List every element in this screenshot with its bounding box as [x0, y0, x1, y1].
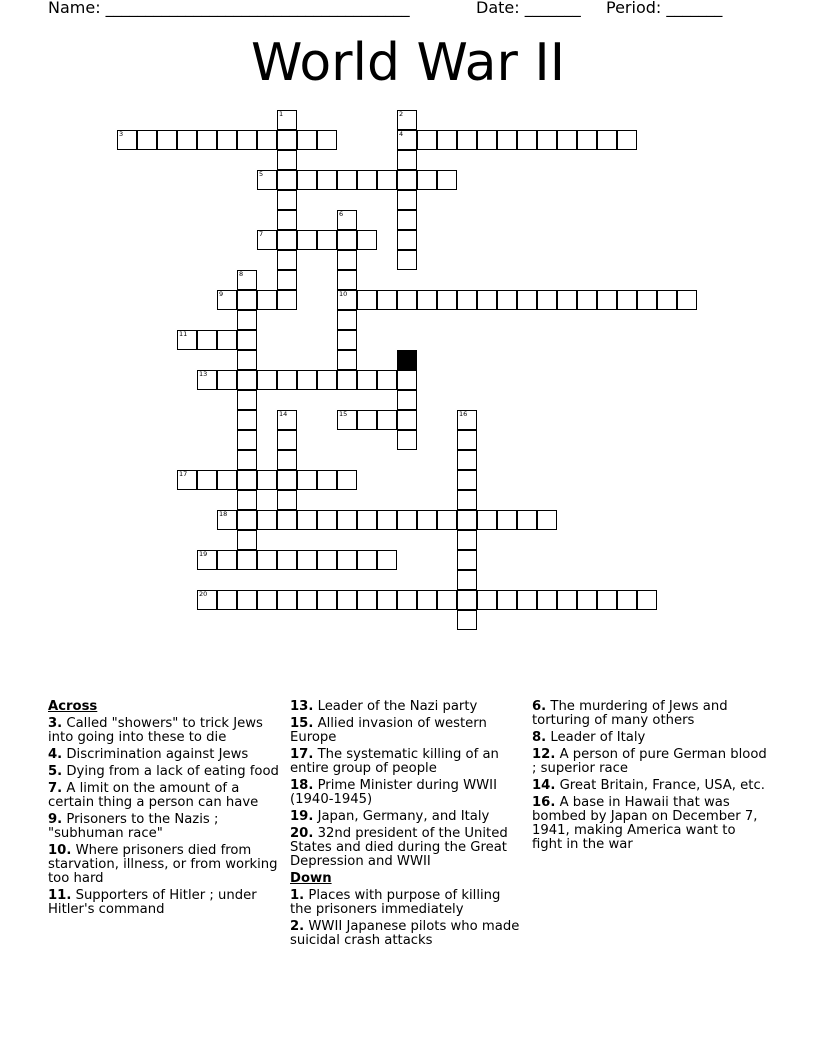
- grid-cell[interactable]: [217, 510, 237, 530]
- grid-cell[interactable]: [337, 410, 357, 430]
- grid-cell[interactable]: [577, 130, 597, 150]
- grid-cell[interactable]: [657, 290, 677, 310]
- grid-cell[interactable]: [357, 590, 377, 610]
- grid-cell[interactable]: [397, 110, 417, 130]
- grid-cell[interactable]: [637, 290, 657, 310]
- grid-cell[interactable]: [597, 130, 617, 150]
- grid-cell[interactable]: [357, 230, 377, 250]
- grid-cell[interactable]: [277, 510, 297, 530]
- grid-cell[interactable]: [477, 130, 497, 150]
- grid-cell[interactable]: [277, 150, 297, 170]
- grid-cell[interactable]: [337, 230, 357, 250]
- grid-cell[interactable]: [297, 130, 317, 150]
- grid-cell[interactable]: [237, 510, 257, 530]
- grid-cell[interactable]: [337, 370, 357, 390]
- clue-across-11: 11. Supporters of Hitler ; under Hitler's command: [48, 888, 257, 917]
- grid-cell[interactable]: [237, 490, 257, 510]
- grid-cell[interactable]: [237, 370, 257, 390]
- grid-cell[interactable]: [377, 290, 397, 310]
- across-heading: Across: [48, 699, 98, 714]
- grid-cell[interactable]: [517, 590, 537, 610]
- grid-cell[interactable]: [397, 250, 417, 270]
- grid-cell[interactable]: [557, 590, 577, 610]
- grid-cell[interactable]: [197, 550, 217, 570]
- grid-cell[interactable]: [457, 550, 477, 570]
- grid-cell[interactable]: [437, 290, 457, 310]
- grid-cell[interactable]: [277, 210, 297, 230]
- clue-column-2: [290, 700, 526, 951]
- grid-cell[interactable]: [237, 290, 257, 310]
- grid-cell[interactable]: [277, 450, 297, 470]
- grid-cell[interactable]: [277, 550, 297, 570]
- grid-cell[interactable]: [437, 170, 457, 190]
- clue-across-20: 20. 32nd president of the United States and died during the Great Depression and WWII: [290, 826, 508, 869]
- grid-cell[interactable]: [517, 510, 537, 530]
- grid-cell[interactable]: [337, 290, 357, 310]
- grid-cell[interactable]: [237, 450, 257, 470]
- grid-cell[interactable]: [457, 290, 477, 310]
- clue-across-19: 19. Japan, Germany, and Italy: [290, 809, 490, 824]
- grid-cell[interactable]: [377, 510, 397, 530]
- grid-cell[interactable]: [577, 590, 597, 610]
- grid-cell[interactable]: [497, 130, 517, 150]
- grid-cell[interactable]: [317, 370, 337, 390]
- grid-cell[interactable]: [317, 550, 337, 570]
- grid-cell[interactable]: [397, 230, 417, 250]
- grid-cell[interactable]: [317, 130, 337, 150]
- grid-cell[interactable]: [457, 590, 477, 610]
- grid-cell[interactable]: [217, 470, 237, 490]
- grid-cell[interactable]: [277, 170, 297, 190]
- grid-cell[interactable]: [337, 330, 357, 350]
- grid-cell[interactable]: [237, 530, 257, 550]
- clue-number: 2: [399, 110, 404, 118]
- grid-cell[interactable]: [257, 230, 277, 250]
- clue-down-8: 8. Leader of Italy: [532, 730, 646, 745]
- grid-cell[interactable]: [597, 590, 617, 610]
- grid-cell[interactable]: [317, 230, 337, 250]
- grid-cell[interactable]: [397, 150, 417, 170]
- grid-cell[interactable]: [297, 170, 317, 190]
- clue-number: 10: [339, 290, 348, 298]
- grid-cell[interactable]: [337, 350, 357, 370]
- clue-down-6: 6. The murdering of Jews and torturing of many others: [532, 699, 728, 728]
- grid-cell[interactable]: [497, 290, 517, 310]
- grid-cell[interactable]: [317, 170, 337, 190]
- clue-down-16: 16. A base in Hawaii that was bombed by Japan on December 7, 1941, making America want to fight in the war: [532, 795, 758, 852]
- grid-cell[interactable]: [377, 590, 397, 610]
- grid-cell[interactable]: [377, 550, 397, 570]
- grid-cell[interactable]: [477, 290, 497, 310]
- date-field[interactable]: Date: _______: [476, 0, 581, 17]
- grid-cell[interactable]: [377, 170, 397, 190]
- grid-cell[interactable]: [397, 510, 417, 530]
- grid-cell[interactable]: [237, 350, 257, 370]
- grid-cell[interactable]: [237, 330, 257, 350]
- grid-cell[interactable]: [457, 490, 477, 510]
- grid-cell[interactable]: [217, 550, 237, 570]
- grid-cell[interactable]: [297, 510, 317, 530]
- clue-number: 5: [259, 170, 264, 178]
- grid-cell[interactable]: [217, 370, 237, 390]
- clue-across-3: 3. Called "showers" to trick Jews into going into these to die: [48, 716, 263, 745]
- clue-across-13: 13. Leader of the Nazi party: [290, 699, 478, 714]
- grid-cell[interactable]: [357, 550, 377, 570]
- grid-cell[interactable]: [257, 130, 277, 150]
- grid-cell[interactable]: [357, 510, 377, 530]
- grid-cell[interactable]: [337, 270, 357, 290]
- grid-cell[interactable]: [397, 370, 417, 390]
- clue-down-14: 14. Great Britain, France, USA, etc.: [532, 778, 765, 793]
- clue-number: 15: [339, 410, 348, 418]
- grid-cell[interactable]: [277, 270, 297, 290]
- grid-cell[interactable]: [437, 510, 457, 530]
- clue-number: 9: [219, 290, 224, 298]
- grid-cell[interactable]: [357, 290, 377, 310]
- clue-number: 11: [179, 330, 188, 338]
- grid-cell[interactable]: [457, 530, 477, 550]
- grid-cell[interactable]: [337, 510, 357, 530]
- grid-cell[interactable]: [237, 270, 257, 290]
- grid-cell[interactable]: [297, 370, 317, 390]
- grid-cell[interactable]: [177, 330, 197, 350]
- clue-across-15: 15. Allied invasion of western Europe: [290, 716, 487, 745]
- clue-number: 4: [399, 130, 404, 138]
- grid-cell[interactable]: [197, 130, 217, 150]
- grid-cell[interactable]: [537, 590, 557, 610]
- grid-cell[interactable]: [577, 290, 597, 310]
- grid-cell[interactable]: [277, 470, 297, 490]
- grid-cell[interactable]: [517, 130, 537, 150]
- clue-number: 18: [219, 510, 228, 518]
- grid-cell[interactable]: [317, 470, 337, 490]
- grid-cell[interactable]: [277, 590, 297, 610]
- grid-cell[interactable]: [257, 550, 277, 570]
- grid-cell[interactable]: [457, 470, 477, 490]
- grid-cell[interactable]: [477, 510, 497, 530]
- grid-cell[interactable]: [277, 110, 297, 130]
- grid-cell[interactable]: [457, 130, 477, 150]
- grid-cell[interactable]: [297, 550, 317, 570]
- grid-cell[interactable]: [217, 290, 237, 310]
- grid-cell[interactable]: [197, 370, 217, 390]
- grid-cell[interactable]: [257, 510, 277, 530]
- grid-cell[interactable]: [537, 290, 557, 310]
- grid-cell[interactable]: [317, 590, 337, 610]
- grid-cell[interactable]: [457, 510, 477, 530]
- grid-cell[interactable]: [237, 430, 257, 450]
- grid-cell[interactable]: [417, 510, 437, 530]
- clue-across-7: 7. A limit on the amount of a certain thing a person can have: [48, 781, 259, 810]
- grid-cell[interactable]: [277, 410, 297, 430]
- grid-cell[interactable]: [237, 590, 257, 610]
- grid-cell[interactable]: [337, 590, 357, 610]
- grid-cell[interactable]: [277, 250, 297, 270]
- grid-cell[interactable]: [257, 370, 277, 390]
- grid-cell[interactable]: [357, 410, 377, 430]
- grid-cell[interactable]: [237, 470, 257, 490]
- clue-column-1: [48, 700, 284, 920]
- grid-cell[interactable]: [317, 510, 337, 530]
- grid-cell[interactable]: [617, 590, 637, 610]
- grid-cell[interactable]: [377, 410, 397, 430]
- grid-cell[interactable]: [397, 290, 417, 310]
- grid-cell[interactable]: [297, 470, 317, 490]
- grid-cell[interactable]: [277, 430, 297, 450]
- clue-number: 12: [399, 350, 408, 358]
- clue-down-2: 2. WWII Japanese pilots who made suicidal crash attacks: [290, 919, 520, 948]
- clue-across-4: 4. Discrimination against Jews: [48, 747, 249, 762]
- clue-number: 7: [259, 230, 264, 238]
- grid-cell[interactable]: [397, 130, 417, 150]
- grid-cell[interactable]: [257, 470, 277, 490]
- grid-cell[interactable]: [277, 490, 297, 510]
- clue-across-10: 10. Where prisoners died from starvation, illness, or from working too hard: [48, 843, 278, 886]
- grid-cell[interactable]: [357, 370, 377, 390]
- grid-cell[interactable]: [157, 130, 177, 150]
- grid-cell[interactable]: [417, 130, 437, 150]
- grid-cell[interactable]: [457, 610, 477, 630]
- grid-cell[interactable]: [257, 170, 277, 190]
- grid-cell[interactable]: [237, 550, 257, 570]
- grid-cell[interactable]: [437, 590, 457, 610]
- grid-cell[interactable]: [217, 330, 237, 350]
- grid-cell[interactable]: [437, 130, 457, 150]
- grid-cell[interactable]: [217, 130, 237, 150]
- grid-cell[interactable]: [397, 190, 417, 210]
- clue-number: 19: [199, 550, 208, 558]
- grid-cell[interactable]: [357, 170, 377, 190]
- grid-cell[interactable]: [277, 290, 297, 310]
- clue-number: 13: [199, 370, 208, 378]
- clue-column-3: [532, 700, 768, 855]
- clue-across-18: 18. Prime Minister during WWII (1940-1945): [290, 778, 497, 807]
- grid-cell[interactable]: [457, 430, 477, 450]
- grid-cell[interactable]: [297, 230, 317, 250]
- grid-cell[interactable]: [377, 370, 397, 390]
- grid-cell[interactable]: [197, 470, 217, 490]
- clue-number: 20: [199, 590, 208, 598]
- grid-cell[interactable]: [137, 130, 157, 150]
- name-field[interactable]: Name: ______________________________________: [48, 0, 410, 17]
- grid-cell[interactable]: [337, 550, 357, 570]
- grid-cell[interactable]: [337, 170, 357, 190]
- period-field[interactable]: Period: _______: [606, 0, 723, 17]
- clue-number: 17: [179, 470, 188, 478]
- grid-cell[interactable]: [557, 290, 577, 310]
- grid-cell[interactable]: [497, 510, 517, 530]
- clue-number: 8: [239, 270, 244, 278]
- clue-across-17: 17. The systematic killing of an entire group of people: [290, 747, 499, 776]
- grid-cell[interactable]: [297, 590, 317, 610]
- grid-cell[interactable]: [217, 590, 237, 610]
- grid-cell[interactable]: [597, 290, 617, 310]
- grid-cell[interactable]: [417, 590, 437, 610]
- clue-across-9: 9. Prisoners to the Nazis ; "subhuman race": [48, 812, 219, 841]
- grid-cell[interactable]: [417, 290, 437, 310]
- grid-cell[interactable]: [177, 130, 197, 150]
- grid-cell[interactable]: [237, 390, 257, 410]
- grid-cell[interactable]: [237, 130, 257, 150]
- grid-cell[interactable]: [237, 410, 257, 430]
- clue-number: 1: [279, 110, 284, 118]
- grid-cell[interactable]: [397, 430, 417, 450]
- page-title: World War II: [250, 33, 566, 93]
- grid-cell[interactable]: [497, 590, 517, 610]
- grid-cell[interactable]: [257, 590, 277, 610]
- grid-cell[interactable]: [517, 290, 537, 310]
- clue-down-1: 1. Places with purpose of killing the prisoners immediately: [290, 888, 501, 917]
- grid-cell[interactable]: [257, 290, 277, 310]
- grid-cell[interactable]: [117, 130, 137, 150]
- grid-cell[interactable]: [337, 470, 357, 490]
- grid-cell[interactable]: [337, 310, 357, 330]
- grid-cell[interactable]: [337, 250, 357, 270]
- grid-cell[interactable]: [337, 210, 357, 230]
- grid-cell[interactable]: [397, 170, 417, 190]
- grid-cell[interactable]: [197, 330, 217, 350]
- clue-number: 14: [279, 410, 288, 418]
- grid-cell[interactable]: [477, 590, 497, 610]
- clue-down-12: 12. A person of pure German blood ; superior race: [532, 747, 767, 776]
- clue-across-5: 5. Dying from a lack of eating food: [48, 764, 279, 779]
- black-cell: [397, 350, 417, 370]
- grid-cell[interactable]: [457, 410, 477, 430]
- grid-cell[interactable]: [197, 590, 217, 610]
- grid-cell[interactable]: [537, 130, 557, 150]
- grid-cell[interactable]: [277, 190, 297, 210]
- grid-cell[interactable]: [397, 410, 417, 430]
- grid-cell[interactable]: [237, 310, 257, 330]
- grid-cell[interactable]: [177, 470, 197, 490]
- grid-cell[interactable]: [617, 290, 637, 310]
- clue-number: 16: [459, 410, 468, 418]
- grid-cell[interactable]: [457, 450, 477, 470]
- grid-cell[interactable]: [397, 210, 417, 230]
- clue-number: 3: [119, 130, 124, 138]
- grid-cell[interactable]: [417, 170, 437, 190]
- grid-cell[interactable]: [637, 590, 657, 610]
- grid-cell[interactable]: [397, 590, 417, 610]
- grid-cell[interactable]: [397, 390, 417, 410]
- clue-number: 6: [339, 210, 344, 218]
- grid-cell[interactable]: [677, 290, 697, 310]
- grid-cell[interactable]: [277, 370, 297, 390]
- grid-cell[interactable]: [537, 510, 557, 530]
- down-heading: Down: [290, 871, 332, 886]
- grid-cell[interactable]: [457, 570, 477, 590]
- grid-cell[interactable]: [617, 130, 637, 150]
- grid-cell[interactable]: [557, 130, 577, 150]
- grid-cell[interactable]: [277, 130, 297, 150]
- grid-cell[interactable]: [277, 230, 297, 250]
